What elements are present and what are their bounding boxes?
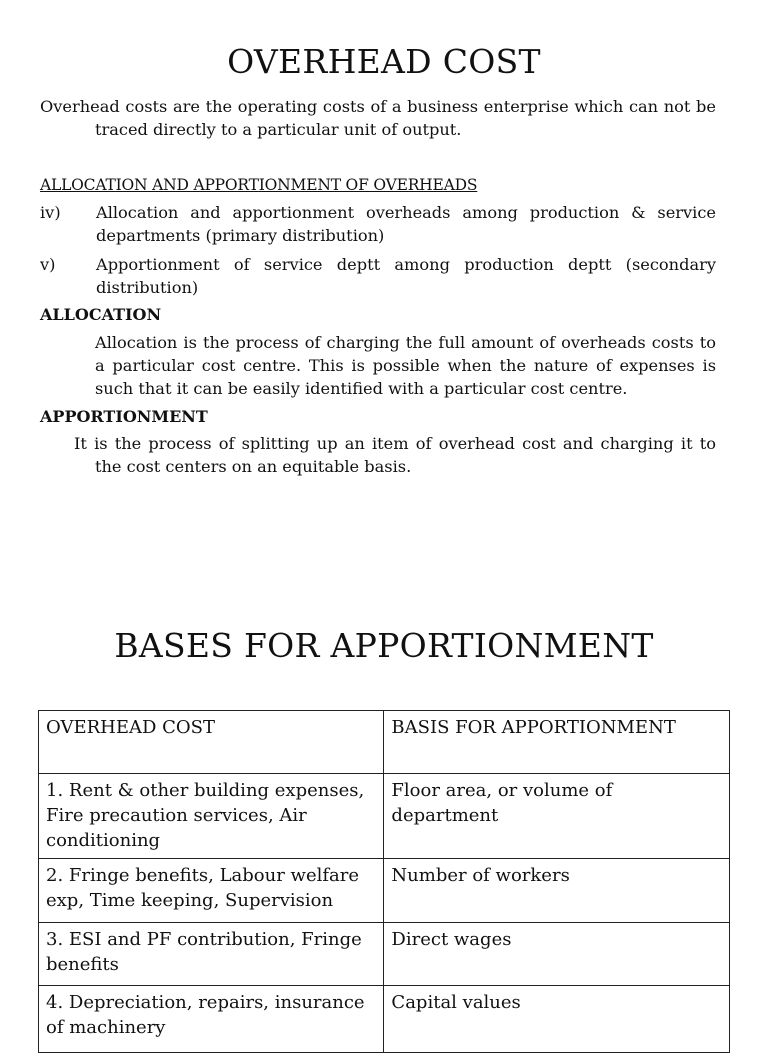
bases-table <box>38 710 730 1053</box>
page-title: OVERHEAD COST <box>227 42 541 81</box>
allocation-heading: ALLOCATION <box>40 305 162 324</box>
table-header-cell: OVERHEAD COST <box>39 711 384 774</box>
basis-cell: Capital values <box>384 986 730 1053</box>
overhead-cost-cell: 4. Depreciation, repairs, insurance of machinery <box>39 986 384 1053</box>
list-item <box>40 253 716 299</box>
apportionment-paragraph <box>40 432 716 478</box>
list-item-text: Allocation and apportionment overheads among production & service departments (primary distribution) <box>96 203 716 245</box>
table-row <box>39 986 730 1053</box>
table-header-row <box>39 711 730 774</box>
basis-cell: Direct wages <box>384 923 730 986</box>
overhead-cost-cell: 3. ESI and PF contribution, Fringe benefits <box>39 923 384 986</box>
table-header-cell: BASIS FOR APPORTIONMENT <box>384 711 730 774</box>
section-subheading: ALLOCATION AND APPORTIONMENT OF OVERHEADS <box>40 176 478 194</box>
list-item-number: iv) <box>40 203 61 222</box>
basis-cell: Floor area, or volume of department <box>384 774 730 859</box>
apportionment-heading: APPORTIONMENT <box>40 407 208 426</box>
table-row <box>39 923 730 986</box>
intro-paragraph: Overhead costs are the operating costs of a business enterprise which can not be traced directly to a particular unit of output. <box>40 97 716 139</box>
overhead-cost-cell: 1. Rent & other building expenses, Fire precaution services, Air conditioning <box>39 774 384 859</box>
basis-cell: Number of workers <box>384 859 730 923</box>
list-item-text: Apportionment of service deptt among production deptt (secondary distribution) <box>96 255 716 297</box>
list-item <box>40 201 716 247</box>
overhead-cost-cell: 2. Fringe benefits, Labour welfare exp, Time keeping, Supervision <box>39 859 384 923</box>
allocation-paragraph: Allocation is the process of charging the full amount of overheads costs to a particular cost centre. This is possible when the nature of expenses is such that it can be easily identified with a particular cost centre. <box>95 333 716 398</box>
bases-title: BASES FOR APPORTIONMENT <box>114 626 654 665</box>
apportionment-text: It is the process of splitting up an item of overhead cost and charging it to the cost centers on an equitable basis. <box>74 434 716 476</box>
table-row <box>39 774 730 859</box>
list-item-number: v) <box>40 255 56 274</box>
table-row <box>39 859 730 923</box>
